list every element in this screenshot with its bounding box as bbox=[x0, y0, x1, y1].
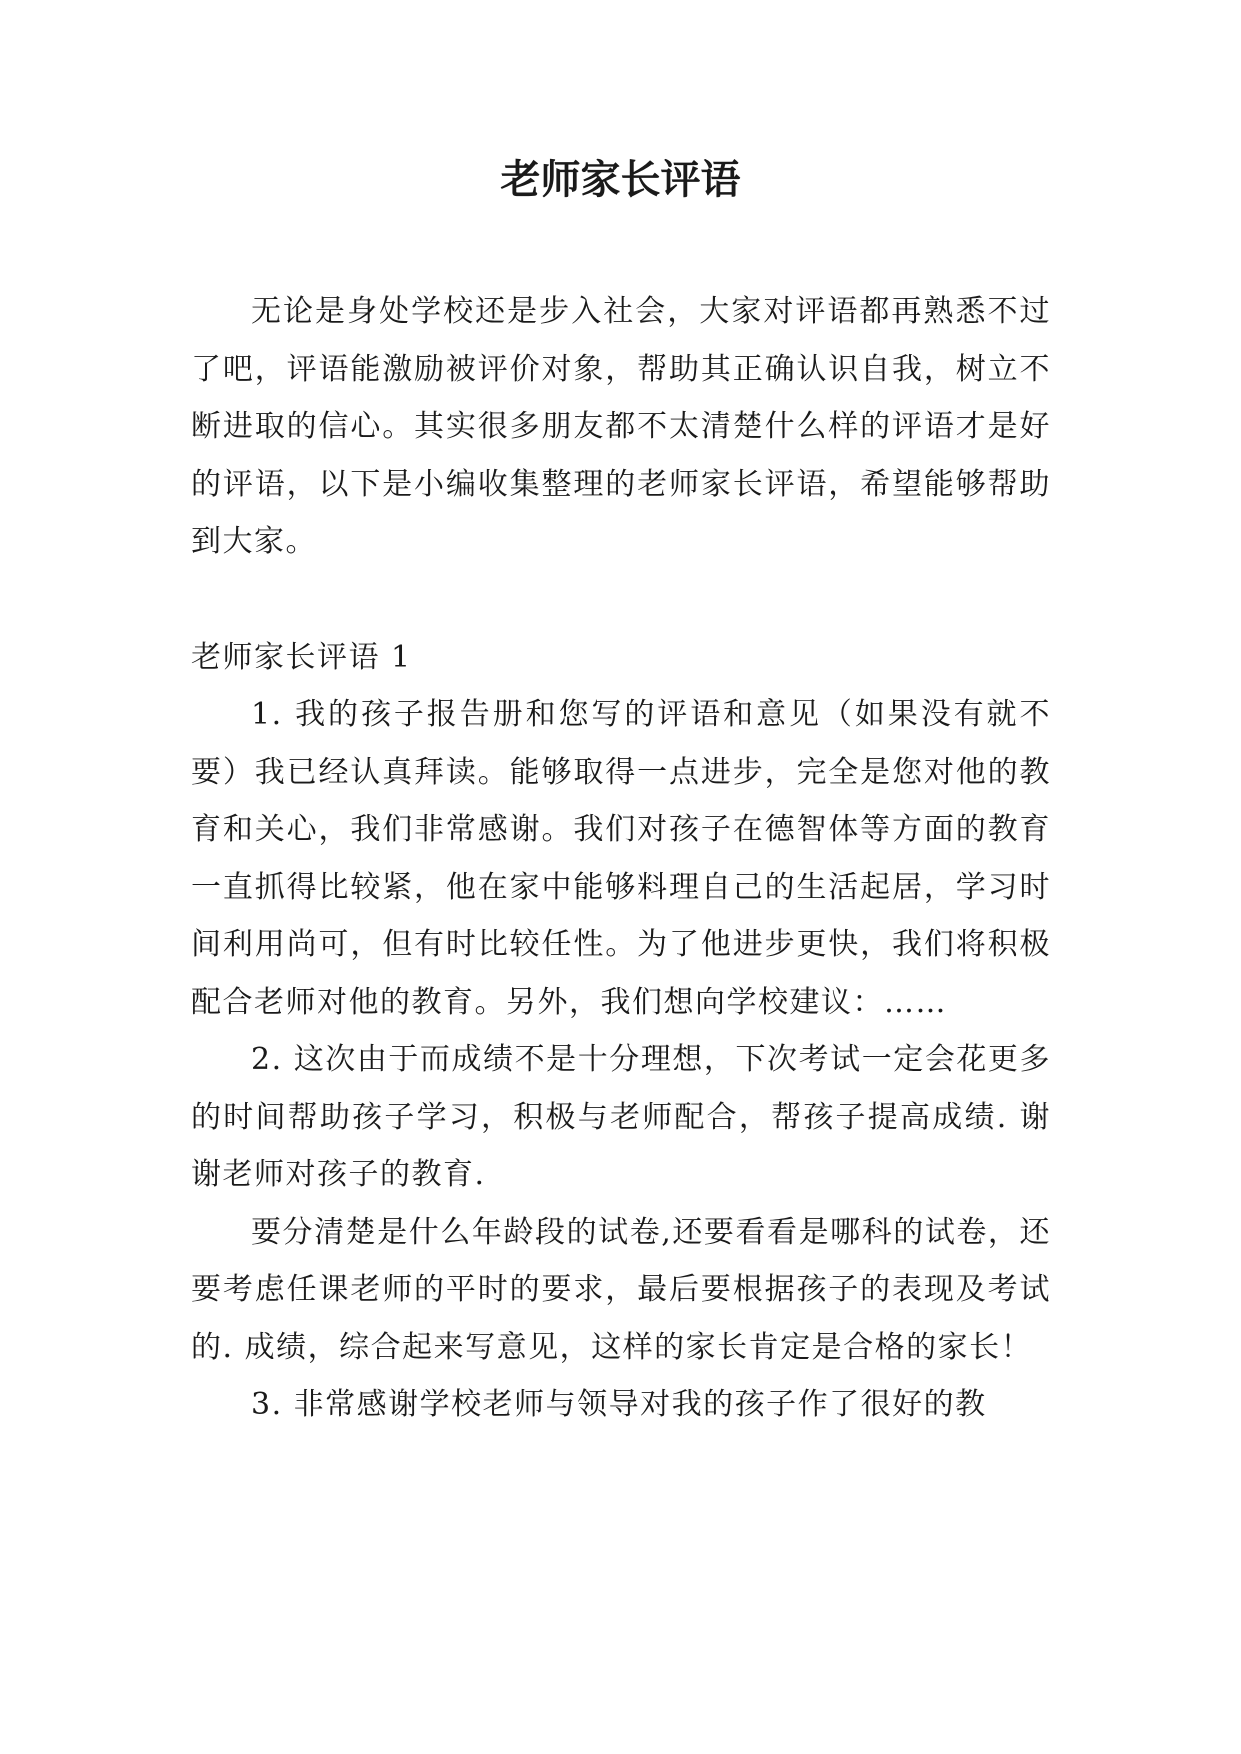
comment-paragraph-2: 2. 这次由于而成绩不是十分理想，下次考试一定会花更多的时间帮助孩子学习，积极与老师配合，帮孩子提高成绩. 谢谢老师对孩子的教育. bbox=[191, 1042, 1051, 1192]
document-body bbox=[191, 283, 1051, 1434]
advice-paragraph: 要分清楚是什么年龄段的试卷,还要看看是哪科的试卷，还要考虑任课老师的平时的要求，最后要根据孩子的表现及考试的. 成绩，综合起来写意见，这样的家长肯定是合格的家长！ bbox=[191, 1214, 1051, 1365]
document-title: 老师家长评语 bbox=[500, 157, 741, 203]
intro-paragraph: 无论是身处学校还是步入社会，大家对评语都再熟悉不过了吧，评语能激励被评价对象，帮助其正确认识自我，树立不断进取的信心。其实很多朋友都不太清楚什么样的评语才是好的评语，以下是小编收集整理的老师家长评语，希望能够帮助到大家。 bbox=[191, 294, 1051, 559]
comment-paragraph-1: 1. 我的孩子报告册和您写的评语和意见（如果没有就不要）我已经认真拜读。能够取得一点进步，完全是您对他的教育和关心，我们非常感谢。我们对孩子在德智体等方面的教育一直抓得比较紧，他在家中能够料理自己的生活起居，学习时间利用尚可，但有时比较任性。为了他进步更快，我们将积极配合老师对他的教育。另外，我们想向学校建议：…… bbox=[191, 697, 1051, 1020]
section-heading: 老师家长评语 1 bbox=[191, 639, 412, 675]
comment-paragraph-3: 3. 非常感谢学校老师与领导对我的孩子作了很好的教 bbox=[251, 1387, 987, 1422]
